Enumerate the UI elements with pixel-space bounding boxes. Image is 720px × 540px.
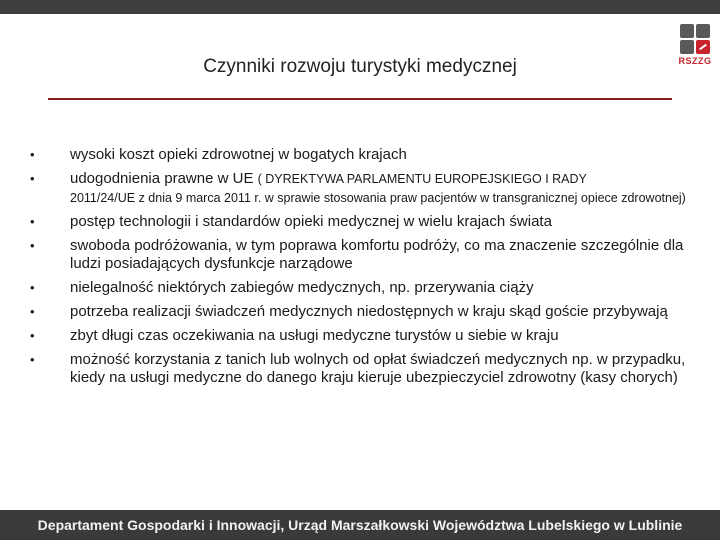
bullet-item: • swoboda podróżowania, w tym poprawa komfortu podróży, co ma znaczenie szczególnie dla ludzi posiadających dysfunkcje narządowe (30, 237, 684, 272)
footer-bar: Departament Gospodarki i Innowacji, Urząd Marszałkowski Województwa Lubelskiego w Lublinie (0, 510, 720, 540)
bullet-icon: • (30, 280, 35, 295)
bullet-item: • nielegalność niektórych zabiegów medycznych, np. przerywania ciąży (30, 279, 534, 296)
directive-note: 2011/24/UE z dnia 9 marca 2011 r. w sprawie stosowania praw pacjentów w transgranicznej opiece zdrowotnej) (70, 191, 686, 205)
bullet-item: • potrzeba realizacji świadczeń medycznych niedostępnych w kraju skąd goście przybywają (30, 303, 668, 320)
bullet-icon: • (30, 214, 35, 229)
slide-title: Czynniki rozwoju turystyki medycznej (203, 56, 517, 77)
bullet-item: • postęp technologii i standardów opieki medycznej w wielu krajach świata (30, 213, 552, 230)
logo-square-icon (696, 24, 710, 38)
logo-text: RSZZG (678, 56, 712, 66)
bullet-item: • zbyt długi czas oczekiwania na usługi medyczne turystów u siebie w kraju (30, 327, 559, 344)
logo-square-icon (680, 40, 694, 54)
bullet-item: • udogodnienia prawne w UE ( DYREKTYWA PARLAMENTU EUROPEJSKIEGO I RADY 2011/24/UE z dnia 9 marca 2011 r. w sprawie stosowania praw pacjentów w transgranicznej opiece zdrowotnej) (30, 170, 690, 207)
top-bar (0, 0, 720, 14)
bullet-icon: • (30, 328, 35, 343)
logo-square-icon (680, 24, 694, 38)
bullet-icon: • (30, 147, 35, 162)
logo-arrow-square-icon (696, 40, 710, 54)
bullet-icon: • (30, 171, 35, 186)
bullet-icon: • (30, 304, 35, 319)
directive-reference: ( DYREKTYWA PARLAMENTU EUROPEJSKIEGO I RADY (257, 172, 587, 186)
bullet-item: • wysoki koszt opieki zdrowotnej w bogatych krajach (30, 146, 407, 163)
bullet-item: • możność korzystania z tanich lub wolnych od opłat świadczeń medycznych np. w przypadku, kiedy na usługi medyczne do danego kraju kieruje ubezpieczyciel zdrowotny (kasy chorych) (30, 351, 686, 386)
bullet-icon: • (30, 352, 35, 367)
bullet-icon: • (30, 238, 35, 253)
title-divider (48, 98, 672, 100)
bullet-list (30, 146, 690, 393)
